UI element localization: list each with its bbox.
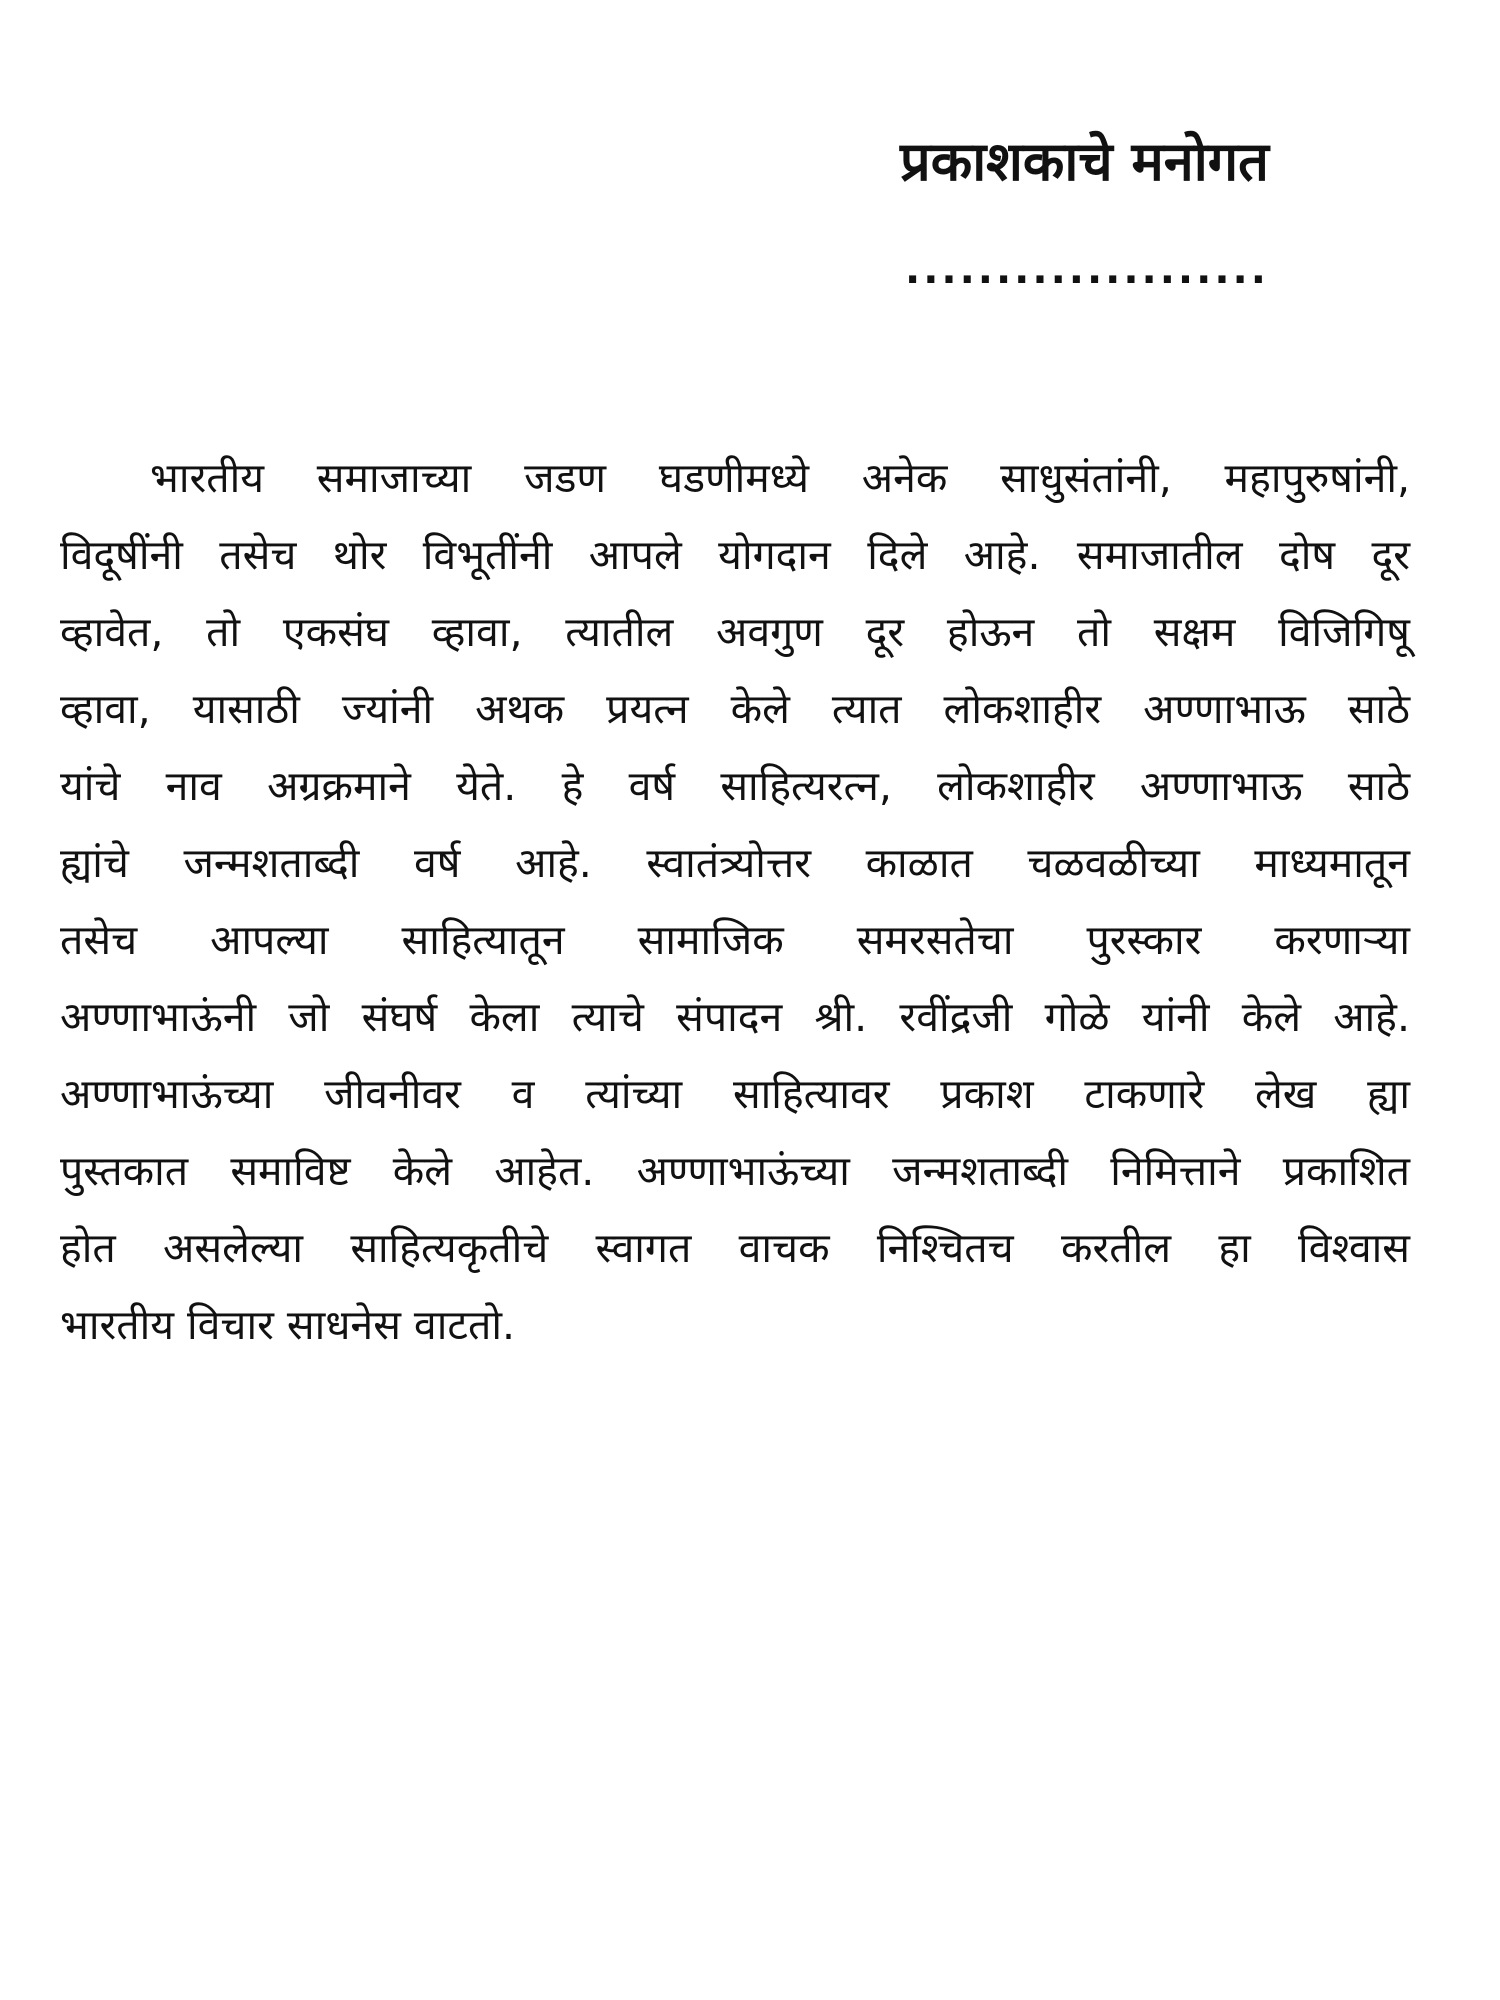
paragraph-line: भारतीय विचार साधनेस वाटतो. (60, 1301, 516, 1349)
body-paragraph (60, 440, 1410, 1364)
paragraph-line: तसेच आपल्या साहित्यातून सामाजिक समरसतेचा पुरस्कार करणाऱ्या (60, 916, 1410, 964)
title-separator: .................... (905, 247, 1269, 293)
page-title: प्रकाशकाचे मनोगत (900, 130, 1269, 193)
paragraph-line: विदूषींनी तसेच थोर विभूतींनी आपले योगदान दिले आहे. समाजातील दोष दूर (60, 531, 1410, 579)
paragraph-line: होत असलेल्या साहित्यकृतीचे स्वागत वाचक निश्चितच करतील हा विश्वास (60, 1224, 1410, 1272)
paragraph-line: व्हावेत, तो एकसंघ व्हावा, त्यातील अवगुण दूर होऊन तो सक्षम विजिगिषू (60, 608, 1410, 656)
paragraph-line: पुस्तकात समाविष्ट केले आहेत. अण्णाभाऊंच्या जन्मशताब्दी निमित्ताने प्रकाशित (60, 1147, 1410, 1195)
paragraph-line: यांचे नाव अग्रक्रमाने येते. हे वर्ष साहित्यरत्न, लोकशाहीर अण्णाभाऊ साठे (60, 762, 1410, 810)
paragraph-line: अण्णाभाऊंच्या जीवनीवर व त्यांच्या साहित्यावर प्रकाश टाकणारे लेख ह्या (60, 1070, 1410, 1118)
paragraph-line: व्हावा, यासाठी ज्यांनी अथक प्रयत्न केले त्यात लोकशाहीर अण्णाभाऊ साठे (60, 685, 1410, 733)
paragraph-line: भारतीय समाजाच्या जडण घडणीमध्ये अनेक साधुसंतांनी, महापुरुषांनी, (150, 454, 1410, 502)
paragraph-line: अण्णाभाऊंनी जो संघर्ष केला त्याचे संपादन श्री. रवींद्रजी गोळे यांनी केले आहे. (60, 993, 1410, 1041)
paragraph-line: ह्यांचे जन्मशताब्दी वर्ष आहे. स्वातंत्र्योत्तर काळात चळवळीच्या माध्यमातून (60, 839, 1410, 887)
